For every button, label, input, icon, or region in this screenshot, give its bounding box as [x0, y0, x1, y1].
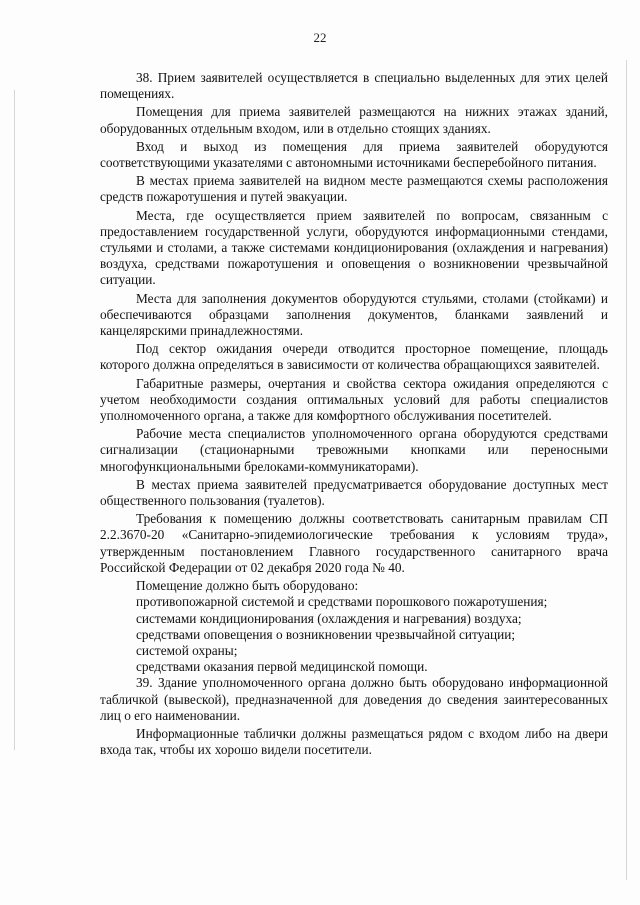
- paragraph-restrooms: В местах приема заявителей предусматривается оборудование доступных мест общественного пользования (туалетов).: [100, 476, 608, 509]
- paragraph-waiting-area: Под сектор ожидания очереди отводится просторное помещение, площадь которого должна определяться в зависимости от количества обращающихся заявителей.: [100, 341, 608, 373]
- paragraph-39: 39. Здание уполномоченного органа должно быть оборудовано информационной табличкой (вывеской), предназначенной для доведения до сведения заинтересованных лиц о его наименовании.: [100, 675, 608, 723]
- paragraph-document-filling: Места для заполнения документов оборудуются стульями, столами (стойками) и обеспечиваются образцами заполнения документов, бланками заявлений и канцелярскими принадлежностями.: [100, 290, 608, 339]
- paragraph-waiting-dimensions: Габаритные размеры, очертания и свойства сектора ожидания определяются с учетом необходимости создания оптимальных условий для работы специалистов уполномоченного органа, а также для комфортного обслуживания посетителей.: [100, 375, 608, 424]
- paragraph-sanitary-rules: Требования к помещению должны соответствовать санитарным правилам СП 2.2.3670-20 «Санитарно-эпидемиологические требования к условиям труда», утвержденным постановлением Главного государственного санитарного врача Российской Федерации от 02 декабря 2020 года № 40.: [100, 511, 608, 575]
- equipment-item: средствами оповещения о возникновении чрезвычайной ситуации;: [136, 626, 516, 642]
- document-body: [100, 70, 608, 760]
- paragraph-info-plates: Информационные таблички должны размещаться рядом с входом либо на двери входа так, чтобы их хорошо видели посетители.: [100, 725, 608, 758]
- paragraph-entrance-signs: Вход и выход из помещения для приема заявителей оборудуются соответствующими указателями с автономными источниками бесперебойного питания.: [100, 138, 608, 171]
- equipment-item: системой охраны;: [136, 642, 238, 658]
- left-scan-margin-line: [14, 90, 15, 750]
- equipment-item: средствами оказания первой медицинской помощи.: [136, 659, 428, 675]
- paragraph-38: 38. Прием заявителей осуществляется в специально выделенных для этих целей помещениях.: [100, 70, 608, 102]
- equipment-intro: Помещение должно быть оборудовано:: [136, 578, 359, 594]
- paragraph-premises-location: Помещения для приема заявителей размещаются на нижних этажах зданий, оборудованных отдельным входом, или в отдельно стоящих зданиях.: [100, 104, 608, 136]
- paragraph-workplaces-alarm: Рабочие места специалистов уполномоченного органа оборудуются средствами сигнализации (стационарными тревожными кнопками или переносными многофункциональными брелоками-коммуникаторами).: [100, 426, 608, 474]
- equipment-item: системами кондиционирования (охлаждения и нагревания) воздуха;: [136, 610, 522, 626]
- page-number: 22: [313, 30, 327, 45]
- equipment-item: противопожарной системой и средствами порошкового пожаротушения;: [136, 594, 548, 610]
- paragraph-reception-equipment: Места, где осуществляется прием заявителей по вопросам, связанным с предоставлением государственной услуги, оборудуются информационными стендами, стульями и столами, а также системами кондиционирования (охлаждения и нагревания) воздуха, средствами пожаротушения и оповещения о возникновении чрезвычайной ситуации.: [100, 207, 608, 288]
- paragraph-evacuation-schemes: В местах приема заявителей на видном месте размещаются схемы расположения средств пожаротушения и путей эвакуации.: [100, 173, 608, 205]
- right-scan-margin-line: [626, 60, 627, 880]
